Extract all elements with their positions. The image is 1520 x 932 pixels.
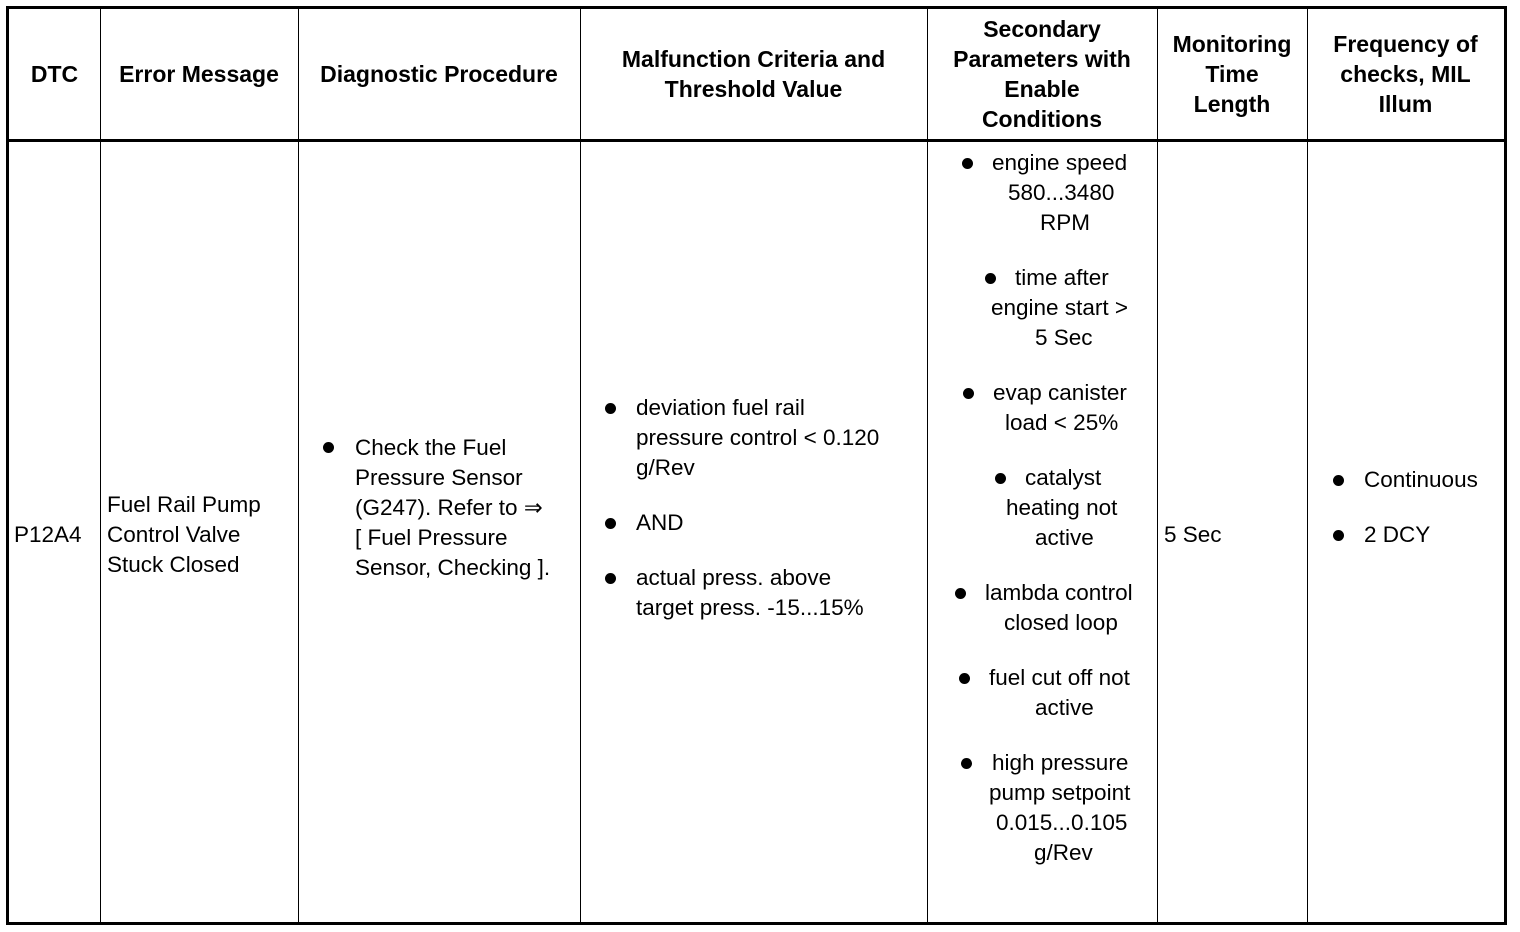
procedure-line: (G247). Refer to ⇒	[355, 495, 543, 520]
cell-diagnostic-procedure	[355, 433, 550, 583]
param-line: fuel cut off not	[989, 665, 1130, 690]
param-line: active	[1035, 695, 1094, 720]
header-monitoring-time	[1157, 9, 1307, 139]
cell-monitoring-time	[1164, 520, 1222, 550]
criteria-line: deviation fuel rail	[636, 395, 805, 420]
bullet-icon	[605, 573, 616, 584]
param-line: catalyst	[1025, 465, 1102, 490]
criteria-line: actual press. above	[636, 565, 832, 590]
header-text: Diagnostic Procedure	[320, 61, 558, 87]
param-line: RPM	[1040, 210, 1090, 235]
header-text: Monitoring	[1172, 31, 1292, 57]
header-text: Malfunction Criteria and	[621, 46, 886, 72]
column-divider	[1157, 9, 1158, 922]
bullet-icon	[961, 758, 972, 769]
header-malfunction-criteria	[580, 9, 927, 139]
column-divider	[927, 9, 928, 922]
header-text: Length	[1193, 91, 1271, 117]
monitoring-time-value: 5 Sec	[1164, 522, 1222, 547]
header-text: Enable	[1004, 76, 1080, 102]
bullet-icon	[985, 273, 996, 284]
error-message-line: Stuck Closed	[107, 552, 240, 577]
param-line: lambda control	[985, 580, 1133, 605]
header-text: Secondary	[983, 16, 1101, 42]
procedure-line: Sensor, Checking ].	[355, 555, 551, 580]
bullet-icon	[955, 588, 966, 599]
criteria-item	[636, 508, 684, 538]
bullet-icon	[995, 473, 1006, 484]
header-text: Frequency of	[1333, 31, 1478, 57]
param-line: time after	[1015, 265, 1109, 290]
bullet-icon	[963, 388, 974, 399]
bullet-icon	[1333, 475, 1344, 486]
header-text: Error Message	[119, 61, 279, 87]
header-text: Parameters with	[953, 46, 1131, 72]
header-secondary-parameters	[927, 9, 1157, 139]
column-divider	[580, 9, 581, 922]
bullet-icon	[962, 158, 973, 169]
header-text: Conditions	[981, 106, 1103, 132]
header-text: DTC	[30, 61, 79, 87]
bullet-icon	[1333, 530, 1344, 541]
header-error-message	[100, 9, 298, 139]
param-line: high pressure	[992, 750, 1129, 775]
header-dtc	[9, 9, 100, 139]
header-text: Illum	[1378, 91, 1433, 117]
param-line: evap canister	[993, 380, 1127, 405]
frequency-item: 2 DCY	[1364, 522, 1431, 547]
bullet-icon	[605, 403, 616, 414]
param-line: g/Rev	[1034, 840, 1093, 865]
header-text: checks, MIL	[1340, 61, 1471, 87]
column-divider	[298, 9, 299, 922]
criteria-item	[636, 563, 864, 623]
param-line: pump setpoint	[989, 780, 1131, 805]
criteria-line: pressure control < 0.120	[636, 425, 880, 450]
criteria-line: target press. -15...15%	[636, 595, 864, 620]
dtc-code: P12A4	[14, 522, 82, 547]
cell-error-message	[107, 490, 261, 580]
param-line: active	[1035, 525, 1094, 550]
dtc-table	[6, 6, 1507, 925]
criteria-line: AND	[636, 510, 684, 535]
cell-dtc	[14, 520, 82, 550]
criteria-line: g/Rev	[636, 455, 695, 480]
param-line: 0.015...0.105	[996, 810, 1128, 835]
header-frequency	[1307, 9, 1504, 139]
procedure-line: Check the Fuel	[355, 435, 507, 460]
bullet-icon	[959, 673, 970, 684]
param-line: engine speed	[992, 150, 1128, 175]
param-line: 5 Sec	[1035, 325, 1093, 350]
param-line: 580...3480	[1008, 180, 1115, 205]
frequency-item: Continuous	[1364, 467, 1478, 492]
header-text: Time	[1205, 61, 1259, 87]
procedure-line: Pressure Sensor	[355, 465, 523, 490]
header-divider	[9, 139, 1504, 142]
column-divider	[1307, 9, 1308, 922]
bullet-icon	[323, 442, 334, 453]
error-message-line: Control Valve	[107, 522, 241, 547]
param-line: engine start >	[991, 295, 1128, 320]
criteria-item	[636, 393, 879, 483]
header-text: Threshold Value	[664, 76, 843, 102]
param-line: heating not	[1006, 495, 1118, 520]
param-line: load < 25%	[1005, 410, 1119, 435]
error-message-line: Fuel Rail Pump	[107, 492, 261, 517]
procedure-line: [ Fuel Pressure	[355, 525, 508, 550]
column-divider	[100, 9, 101, 922]
header-diagnostic-procedure	[298, 9, 580, 139]
param-line: closed loop	[1004, 610, 1118, 635]
bullet-icon	[605, 518, 616, 529]
